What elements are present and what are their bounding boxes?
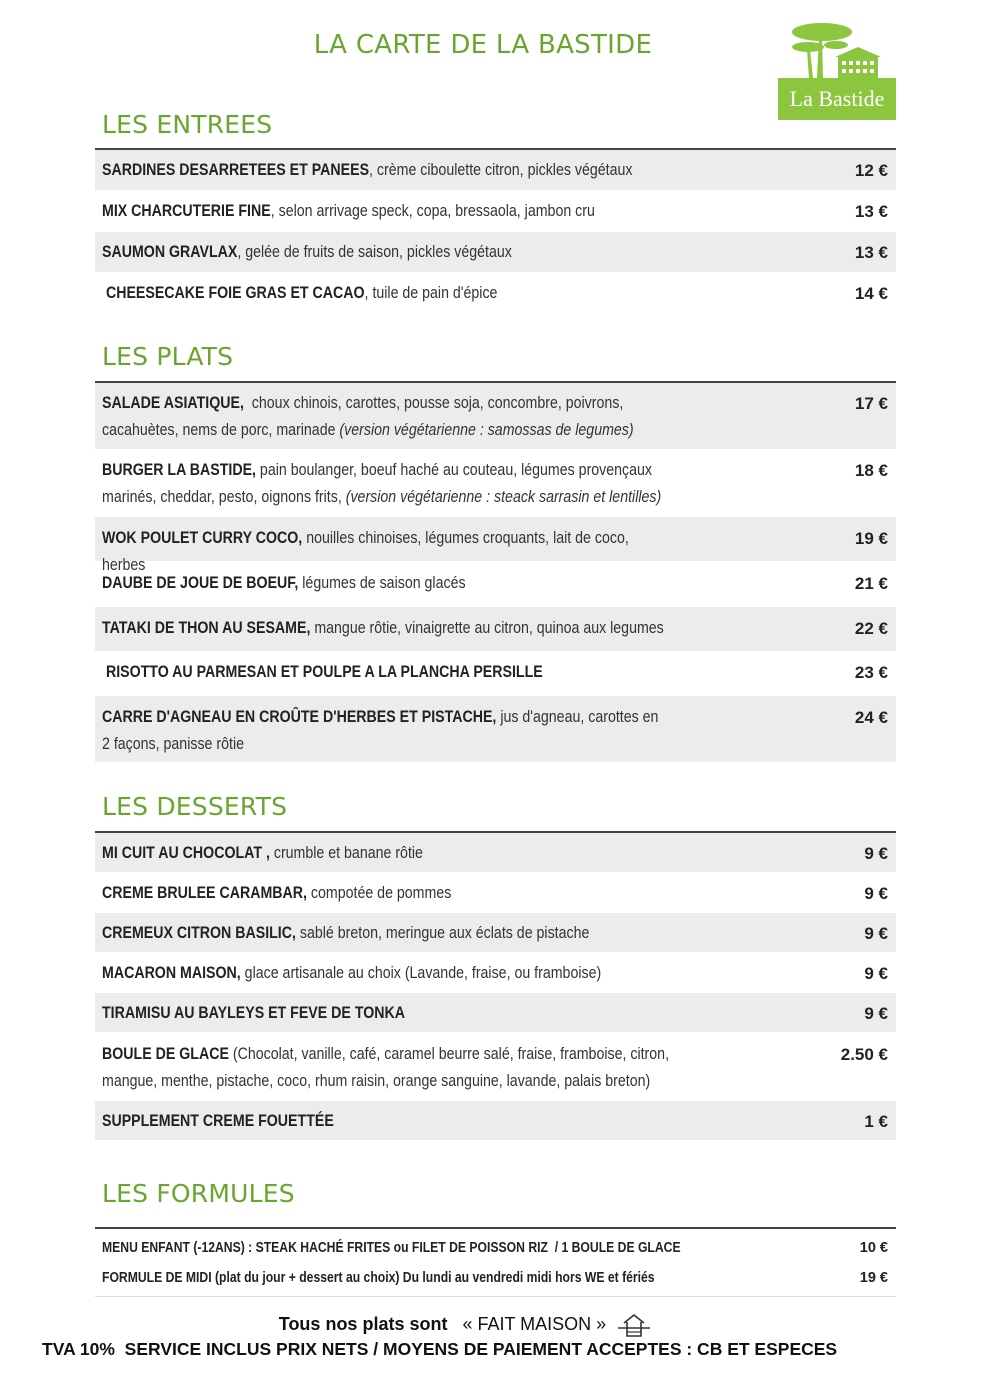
menu-item: [95, 450, 896, 517]
menu-item: [95, 1261, 896, 1297]
menu-item-description: [102, 457, 670, 511]
menu-item-price: 12 €: [854, 161, 888, 180]
menu-item-description: [102, 157, 670, 184]
menu-item-description: [102, 1041, 670, 1095]
menu-item: [95, 993, 896, 1033]
menu-item-description: [102, 570, 670, 597]
menu-item-details: jus d'agneau, carottes en 2 façons, panisse rôtie: [102, 708, 659, 753]
menu-item: [95, 833, 896, 873]
menu-item-name: DAUBE DE JOUE DE BOEUF,: [102, 574, 299, 592]
menu-item-name: CREMEUX CITRON BASILIC,: [102, 924, 296, 942]
menu-item: [95, 1101, 896, 1141]
menu-item-details: (Chocolat, vanille, café, caramel beurre salé, fraise, framboise, citron, mangue, menthe, pistache, coco, rhum raisin, orange sanguine, lavande, palais breton): [102, 1045, 670, 1090]
section-title-desserts: LES DESSERTS: [102, 792, 288, 821]
section-title-plats: LES PLATS: [102, 342, 234, 371]
menu-item-price: 17 €: [854, 394, 888, 413]
menu-item-price: 2.50 €: [840, 1045, 888, 1064]
menu-item: [95, 1033, 896, 1101]
menu-item: [95, 383, 896, 450]
menu-item-details: , selon arrivage speck, copa, bressaola, jambon cru: [270, 202, 595, 220]
menu-item-price: 9 €: [864, 1004, 888, 1023]
menu-item-price: 10 €: [859, 1240, 888, 1256]
menu-item-price: 9 €: [864, 884, 888, 903]
menu-item-description: [102, 1000, 670, 1027]
menu-item-name: SALADE ASIATIQUE,: [102, 394, 244, 412]
page-title: LA CARTE DE LA BASTIDE: [313, 30, 653, 60]
menu-item-price: 24 €: [854, 708, 888, 727]
menu-item-name: SARDINES DESARRETEES ET PANEES: [102, 161, 370, 179]
menu-item: [95, 191, 896, 232]
menu-item-name: SAUMON GRAVLAX: [102, 243, 238, 261]
menu-item-details: compotée de pommes: [306, 884, 452, 902]
menu-item-description: [102, 840, 670, 867]
menu-item-price: 13 €: [854, 243, 888, 262]
menu-item-name: CHEESECAKE FOIE GRAS ET CACAO: [102, 284, 365, 302]
menu-item-description: [102, 880, 670, 907]
menu-item: [95, 232, 896, 273]
section-title-formules: LES FORMULES: [102, 1179, 295, 1208]
menu-item-details: nouilles chinoises, légumes croquants, lait de coco, herbes: [102, 529, 629, 574]
menu-item-price: 21 €: [854, 574, 888, 593]
menu-item-name: MI CUIT AU CHOCOLAT ,: [102, 844, 270, 862]
menu-item-price: 9 €: [864, 844, 888, 863]
footer-fait-maison: [0, 1312, 930, 1338]
menu-item: [95, 652, 896, 696]
menu-item-description: [102, 280, 670, 307]
menu-item-name: MIX CHARCUTERIE FINE: [102, 202, 271, 220]
menu-item-description: [102, 920, 670, 947]
menu-item-name: CREME BRULEE CARAMBAR,: [102, 884, 307, 902]
menu-item-price: 13 €: [854, 202, 888, 221]
menu-item: [95, 873, 896, 913]
menu-item-price: 14 €: [854, 284, 888, 303]
menu-item-details: pain boulanger, boeuf haché au couteau, légumes provençaux marinés, cheddar, pesto, oignons frits,: [102, 461, 653, 506]
section-title-entrees: LES ENTREES: [102, 110, 273, 139]
menu-item-name: MENU ENFANT (-12ANS) : STEAK HACHÉ FRITES ou FILET DE POISSON RIZ / 1 BOULE DE GLACE: [102, 1240, 681, 1256]
menu-item-vegetarian-note: (version végétarienne : steack sarrasin et lentilles): [345, 488, 662, 506]
menu-item: [95, 696, 896, 763]
menu-item-name: WOK POULET CURRY COCO,: [102, 529, 303, 547]
menu-item-description: [102, 960, 670, 987]
menu-item: [95, 1229, 896, 1261]
menu-item-price: 19 €: [859, 1270, 888, 1286]
menu-item-details: glace artisanale au choix (Lavande, fraise, ou framboise): [240, 964, 602, 982]
footer-payment-info: TVA 10% SERVICE INCLUS PRIX NETS / MOYENS DE PAIEMENT ACCEPTES : CB ET ESPECES: [42, 1339, 838, 1359]
menu-item: [95, 913, 896, 953]
menu-item-price: 23 €: [854, 663, 888, 682]
menu-item-description: [102, 1235, 739, 1262]
menu-item: [95, 517, 896, 574]
menu-item-details: mangue rôtie, vinaigrette au citron, quinoa aux legumes: [310, 619, 664, 637]
menu-item-name: MACARON MAISON,: [102, 964, 241, 982]
menu-item-description: [102, 1108, 670, 1135]
menu-item-price: 1 €: [864, 1112, 888, 1131]
formules-table: [95, 1227, 896, 1297]
menu-item-description: [102, 239, 670, 266]
desserts-table: [95, 831, 896, 1141]
menu-item-name: FORMULE DE MIDI (plat du jour + dessert au choix) Du lundi au vendredi midi hors WE et fériés: [102, 1270, 655, 1286]
menu-item-price: 9 €: [864, 964, 888, 983]
menu-item: [95, 953, 896, 993]
menu-item-details: sablé breton, meringue aux éclats de pistache: [295, 924, 590, 942]
menu-item-name: BURGER LA BASTIDE,: [102, 461, 256, 479]
menu-item-price: 18 €: [854, 461, 888, 480]
menu-item-vegetarian-note: (version végétarienne : samossas de legumes): [339, 421, 634, 439]
entrees-table: [95, 148, 896, 314]
menu-item-name: BOULE DE GLACE: [102, 1045, 229, 1063]
menu-item: [95, 150, 896, 191]
menu-item-price: 22 €: [854, 619, 888, 638]
menu-item: [95, 607, 896, 652]
menu-item-description: [102, 615, 670, 642]
menu-item-name: TATAKI DE THON AU SESAME,: [102, 619, 311, 637]
logo: [778, 20, 896, 120]
menu-item-description: [102, 198, 670, 225]
menu-item-description: [102, 1265, 739, 1292]
trees-and-house-logo-icon: [778, 20, 896, 80]
footer-fait-maison-tag: « FAIT MAISON »: [462, 1313, 607, 1334]
menu-item-details: légumes de saison glacés: [298, 574, 466, 592]
fait-maison-house-icon: [617, 1312, 651, 1338]
menu-item-name: TIRAMISU AU BAYLEYS ET FEVE DE TONKA: [102, 1004, 406, 1022]
menu-item-details: , gelée de fruits de saison, pickles végétaux: [237, 243, 512, 261]
menu-item-price: 19 €: [854, 529, 888, 548]
menu-item-details: , tuile de pain d'épice: [364, 284, 498, 302]
menu-item-details: choux chinois, carottes, pousse soja, concombre, poivrons, cacahuètes, nems de porc, marinade: [102, 394, 628, 439]
menu-item-description: [102, 390, 670, 444]
footer-fait-maison-label: Tous nos plats sont: [278, 1313, 448, 1334]
menu-item-price: 9 €: [864, 924, 888, 943]
logo-text: La Bastide: [778, 78, 896, 120]
menu-item-name: CARRE D'AGNEAU EN CROÛTE D'HERBES ET PISTACHE,: [102, 708, 497, 726]
menu-item-description: [102, 659, 670, 686]
menu-item-details: , crème ciboulette citron, pickles végétaux: [369, 161, 633, 179]
menu-item-name: SUPPLEMENT CREME FOUETTÉE: [102, 1112, 334, 1130]
plats-table: [95, 381, 896, 763]
menu-item-name: RISOTTO AU PARMESAN ET POULPE A LA PLANCHA PERSILLE: [102, 663, 543, 681]
menu-item: [95, 273, 896, 314]
menu-item-details: crumble et banane rôtie: [269, 844, 423, 862]
menu-item-description: [102, 704, 670, 758]
